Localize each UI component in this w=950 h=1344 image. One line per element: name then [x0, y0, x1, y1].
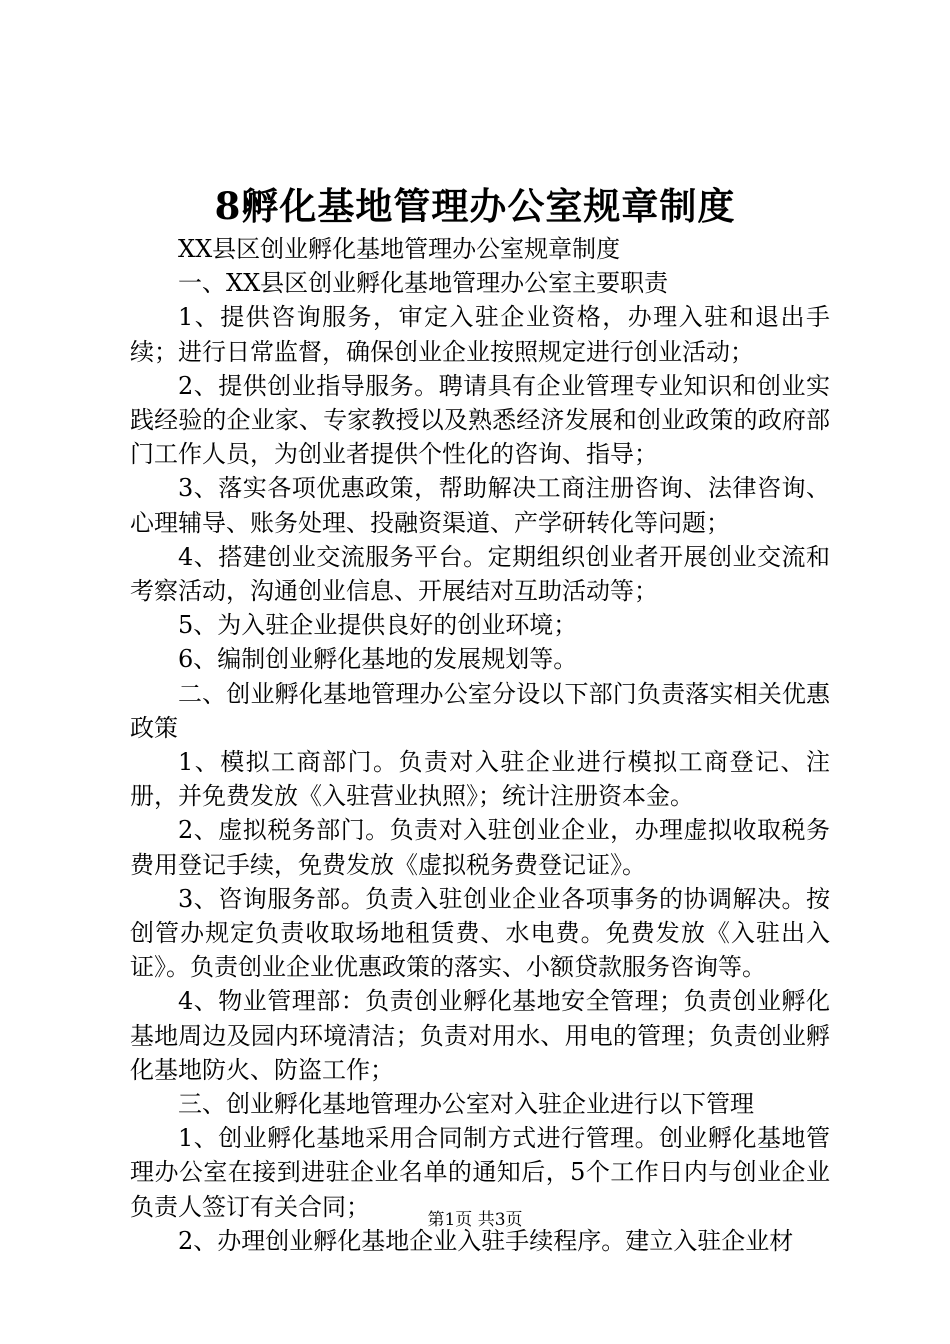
- paragraph: XX县区创业孵化基地管理办公室规章制度: [178, 235, 621, 263]
- paragraph: 三、创业孵化基地管理办公室对入驻企业进行以下管理: [178, 1090, 754, 1119]
- paragraph: 2、提供创业指导服务。聘请具有企业管理专业知识和创业实践经验的企业家、专家教授以及熟悉经济发展和创业政策的政府部门工作人员，为创业者提供个性化的咨询、指导；: [130, 371, 830, 469]
- document-title: 8孵化基地管理办公室规章制度: [214, 184, 736, 228]
- paragraph: 3、咨询服务部。负责入驻创业企业各项事务的协调解决。按创管办规定负责收取场地租赁费、水电费。免费发放《入驻出入证》。负责创业企业优惠政策的落实、小额贷款服务咨询等。: [130, 884, 830, 982]
- paragraph: 4、搭建创业交流服务平台。定期组织创业者开展创业交流和考察活动，沟通创业信息、开展结对互助活动等；: [130, 542, 830, 606]
- paragraph: 2、办理创业孵化基地企业入驻手续程序。建立入驻企业材: [178, 1226, 794, 1255]
- paragraph: 5、为入驻企业提供良好的创业环境；: [178, 611, 578, 640]
- paragraph: 3、落实各项优惠政策，帮助解决工商注册咨询、法律咨询、心理辅导、账务处理、投融资渠道、产学研转化等问题；: [130, 474, 830, 537]
- document-body: [130, 232, 830, 1258]
- paragraph: 1、创业孵化基地采用合同制方式进行管理。创业孵化基地管理办公室在接到进驻企业名单的通知后，5个工作日内与创业企业负责人签订有关合同；: [130, 1124, 830, 1221]
- paragraph: 2、虚拟税务部门。负责对入驻创业企业，办理虚拟收取税务费用登记手续，免费发放《虚拟税务费登记证》。: [130, 816, 830, 879]
- paragraph: 1、提供咨询服务，审定入驻企业资格，办理入驻和退出手续；进行日常监督，确保创业企业按照规定进行创业活动；: [130, 303, 830, 366]
- paragraph: 4、物业管理部：负责创业孵化基地安全管理；负责创业孵化基地周边及园内环境清洁；负责对用水、用电的管理；负责创业孵化基地防火、防盗工作；: [130, 987, 830, 1084]
- paragraph: 1、模拟工商部门。负责对入驻企业进行模拟工商登记、注册，并免费发放《入驻营业执照》；统计注册资本金。: [130, 748, 830, 811]
- paragraph: 二、创业孵化基地管理办公室分设以下部门负责落实相关优惠政策: [130, 679, 830, 742]
- paragraph: 6、编制创业孵化基地的发展规划等。: [178, 645, 578, 674]
- paragraph: 一、XX县区创业孵化基地管理办公室主要职责: [178, 269, 669, 298]
- page-footer: 第1页 共3页: [427, 1210, 523, 1230]
